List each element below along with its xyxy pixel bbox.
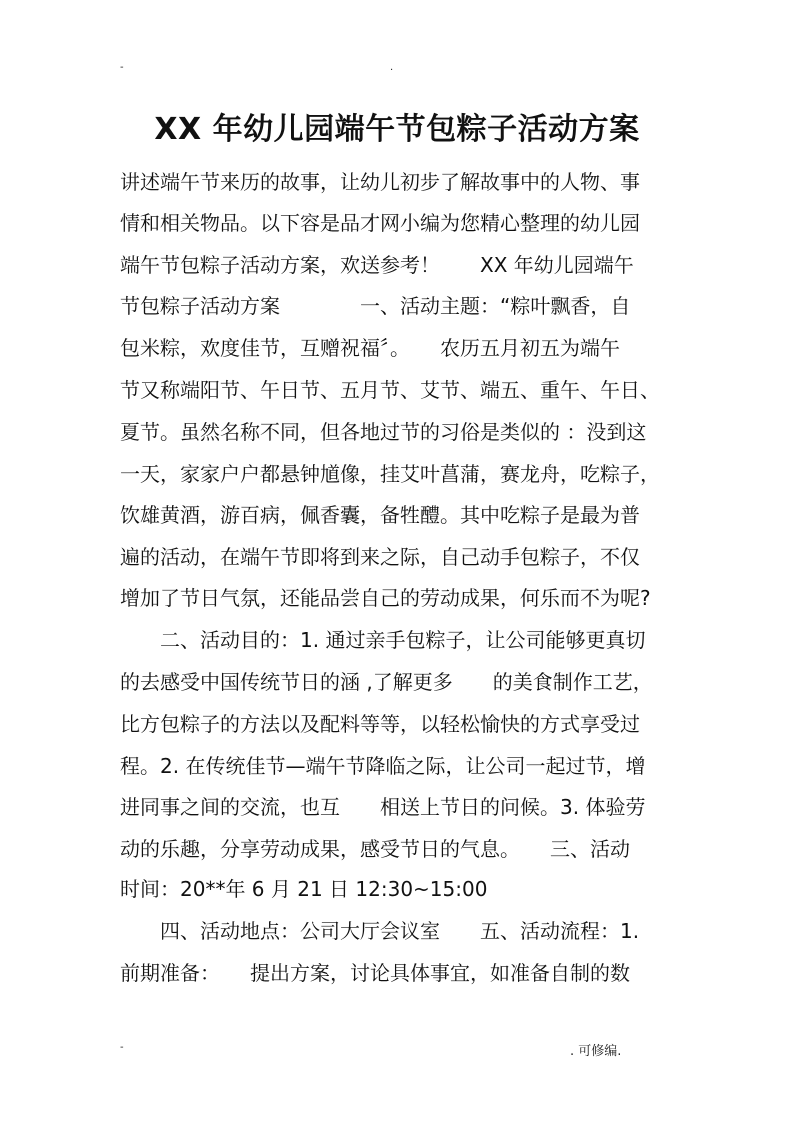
body-line: 一天，家家户户都悬钟馗像，挂艾叶菖蒲，赛龙舟，吃粽子， [120,462,660,486]
body-line: 的去感受中国传统节日的涵 ,了解更多 的美食制作工艺， [120,670,653,694]
body-line: 夏节。虽然名称不同，但各地过节的习俗是类似的 ：没到这 [120,420,647,444]
body-line: 增加了节日气氛，还能品尝自己的劳动成果，何乐而不为呢? [120,586,651,610]
document-title: XX 年幼儿园端午节包粽子活动方案 [154,112,640,147]
body-line: 程。2. 在传统佳节—端午节降临之际，让公司一起过节，增 [120,754,646,778]
body-line: 节又称端阳节、午日节、五月节、艾节、端五、重午、午日、 [120,378,660,402]
body-line: 比方包粽子的方法以及配料等等，以轻松愉快的方式享受过 [120,712,640,736]
body-line: 端午节包粽子活动方案，欢送参考！ XX 年幼儿园端午 [120,253,634,277]
body-line: 动的乐趣，分享劳动成果，感受节日的气息。 三、活动 [120,837,630,861]
header-mark-center: . [390,62,394,73]
body-line: 前期准备： 提出方案，讨论具体事宜，如准备自制的数 [120,961,630,985]
body-line: 时间：20**年 6 月 21 日 12:30~15:00 [120,877,488,901]
footer-note: . 可修编. [570,1044,622,1059]
body-line: 情和相关物品。以下容是品才网小编为您精心整理的幼儿园 [120,211,640,235]
body-line: 进同事之间的交流，也互 相送上节日的问候。3. 体验劳 [120,795,646,819]
body-line: 节包粽子活动方案 一、活动主题：“粽叶飘香，自 [120,294,631,318]
body-line: 饮雄黄酒，游百病，佩香囊，备牲醴。其中吃粽子是最为普 [120,503,640,527]
body-line: 二、活动目的：1. 通过亲手包粽子，让公司能够更真切 [120,628,646,652]
footer-mark-left: - [120,1042,124,1053]
body-line: 四、活动地点：公司大厅会议室 五、活动流程：1. [120,919,640,943]
body-line: 遍的活动，在端午节即将到来之际，自己动手包粽子，不仅 [120,545,640,569]
body-line: 包米粽，欢度佳节，互赠祝福〞。 农历五月初五为端午 [120,336,620,360]
header-mark-left: - [120,62,124,73]
body-line: 讲述端午节来历的故事，让幼儿初步了解故事中的人物、事 [120,170,640,194]
